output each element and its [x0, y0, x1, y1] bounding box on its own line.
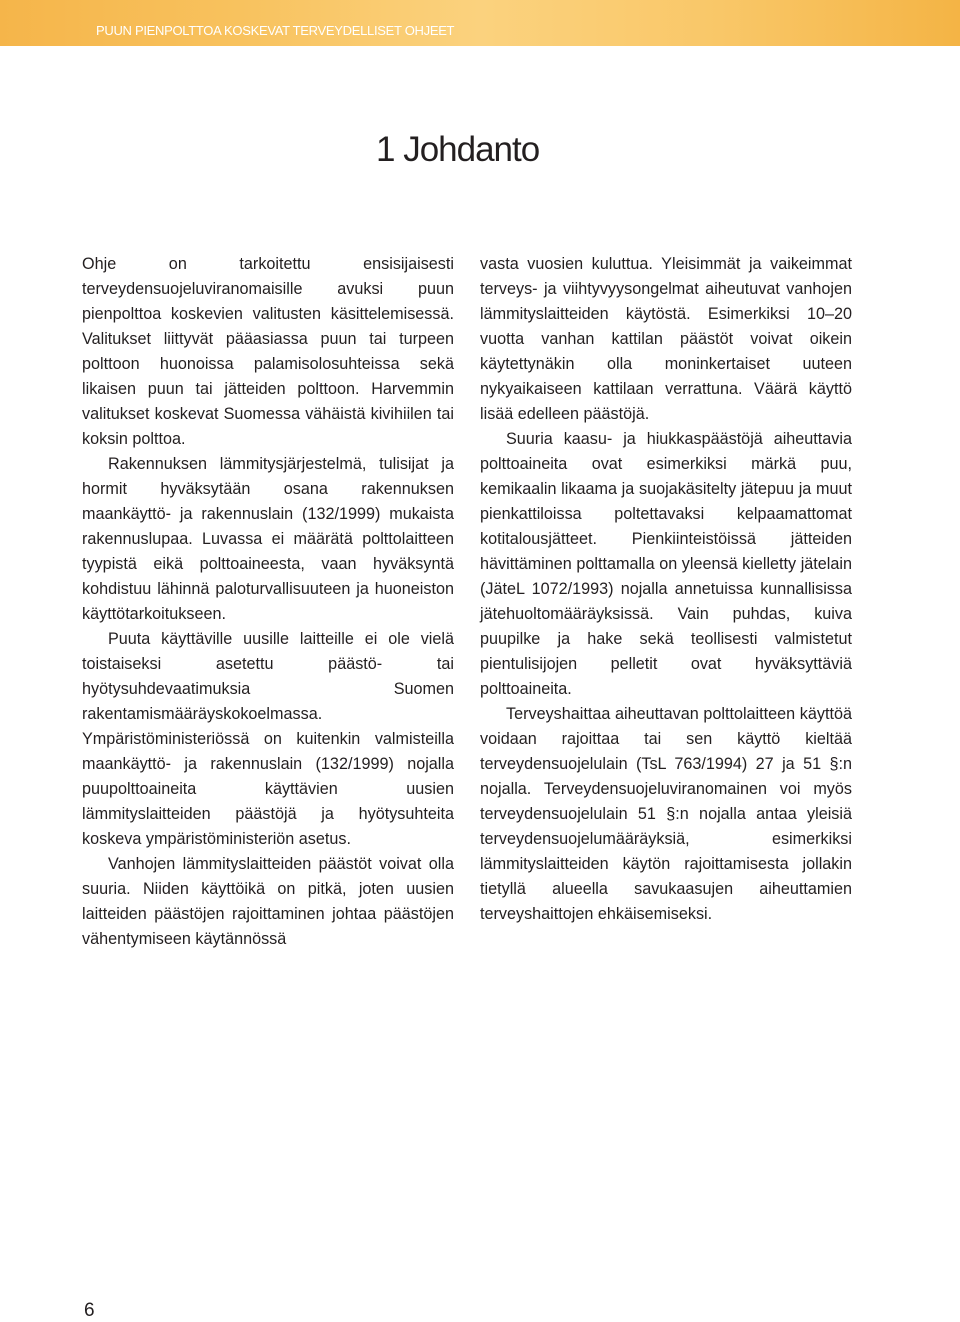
right-paragraph-2: Suuria kaasu- ja hiukkaspäästöjä aiheuttavia polttoaineita ovat esimerkiksi märkä puu, kemikaalin likaama ja suojakäsitelty jätepuu ja muut pienkattiloissa poltettavaksi kelpaamattomat kotitalousjätteet. Pienkiinteistöissä jätteiden hävittäminen polttamalla on yleensä kielletty jätelain (JäteL 1072/1993) nojalla annetuissa kunnallisissa jätehuoltomääräyksissä. Vain puhdas, kuiva puupilke ja hake sekä teollisesti valmistetut pientulisijojen pelletit ovat hyväksyttäviä polttoaineita. — [480, 430, 852, 698]
left-paragraph-1: Ohje on tarkoitettu ensisijaisesti terveydensuojeluviranomaisille avuksi puun pienpolttoa koskevien valitusten käsittelemisessä. Valitukset liittyvät pääasiassa puun tai turpeen polttoon huonoissa palamisolosuhteissa sekä likaisen puun tai jätteiden polttoon. Harvemmin valitukset koskevat Suomessa vähäistä kivihiilen tai koksin polttoa. — [82, 255, 454, 448]
right-paragraph-3: Terveyshaittaa aiheuttavan polttolaitteen käyttöä voidaan rajoittaa tai sen käyttö kieltää terveydensuojelulain (TsL 763/1994) 27 ja 51 §:n nojalla. Terveydensuojeluviranomainen voi myös terveydensuojelulain 51 §:n nojalla antaa yleisiä terveydensuojelumääräyksiä, esimerkiksi lämmityslaitteiden käytön rajoittamisesta jollakin tietyllä alueella savukaasujen aiheuttamien terveyshaittojen ehkäisemiseksi. — [480, 705, 852, 923]
left-paragraph-4: Vanhojen lämmityslaitteiden päästöt voivat olla suuria. Niiden käyttöikä on pitkä, joten uusien laitteiden päästöjen rajoittaminen johtaa päästöjen vähentymiseen käytännössä — [82, 855, 454, 948]
running-header-title: PUUN PIENPOLTTOA KOSKEVAT TERVEYDELLISET OHJEET — [96, 23, 455, 38]
page-number: 6 — [84, 1300, 95, 1321]
left-text-column — [82, 252, 454, 952]
right-text-column — [480, 252, 852, 927]
header-band — [0, 0, 960, 46]
left-paragraph-3: Puuta käyttäville uusille laitteille ei ole vielä toistaiseksi asetettu päästö- tai hyötysuhdevaatimuksia Suomen rakentamismääräyskokoelmassa. Ympäristöministeriössä on kuitenkin valmisteilla maankäyttö- ja rakennuslain (132/1999) nojalla puupolttoaineita käyttävien uusien lämmityslaitteiden päästöjä ja hyötysuhteita koskeva ympäristöministeriön asetus. — [82, 630, 454, 848]
left-paragraph-2: Rakennuksen lämmitysjärjestelmä, tulisijat ja hormit hyväksytään osana rakennuksen maankäyttö- ja rakennuslain (132/1999) mukaista rakennuslupaa. Luvassa ei määrätä polttolaitteen tyypistä eikä polttoaineesta, vaan hyväksyntä kohdistuu lähinnä paloturvallisuuteen ja huoneiston käyttötarkoitukseen. — [82, 455, 454, 623]
right-paragraph-1: vasta vuosien kuluttua. Yleisimmät ja vaikeimmat terveys- ja viihtyvyysongelmat aiheutuvat vanhojen lämmityslaitteiden käytöstä. Esimerkiksi 10–20 vuotta vanhan kattilan päästöt voivat oikein käytettynäkin olla moninkertaiset uuteen nykyaikaiseen kattilaan verrattuna. Väärä käyttö lisää edelleen päästöjä. — [480, 255, 852, 423]
chapter-title: 1 Johdanto — [376, 130, 540, 169]
